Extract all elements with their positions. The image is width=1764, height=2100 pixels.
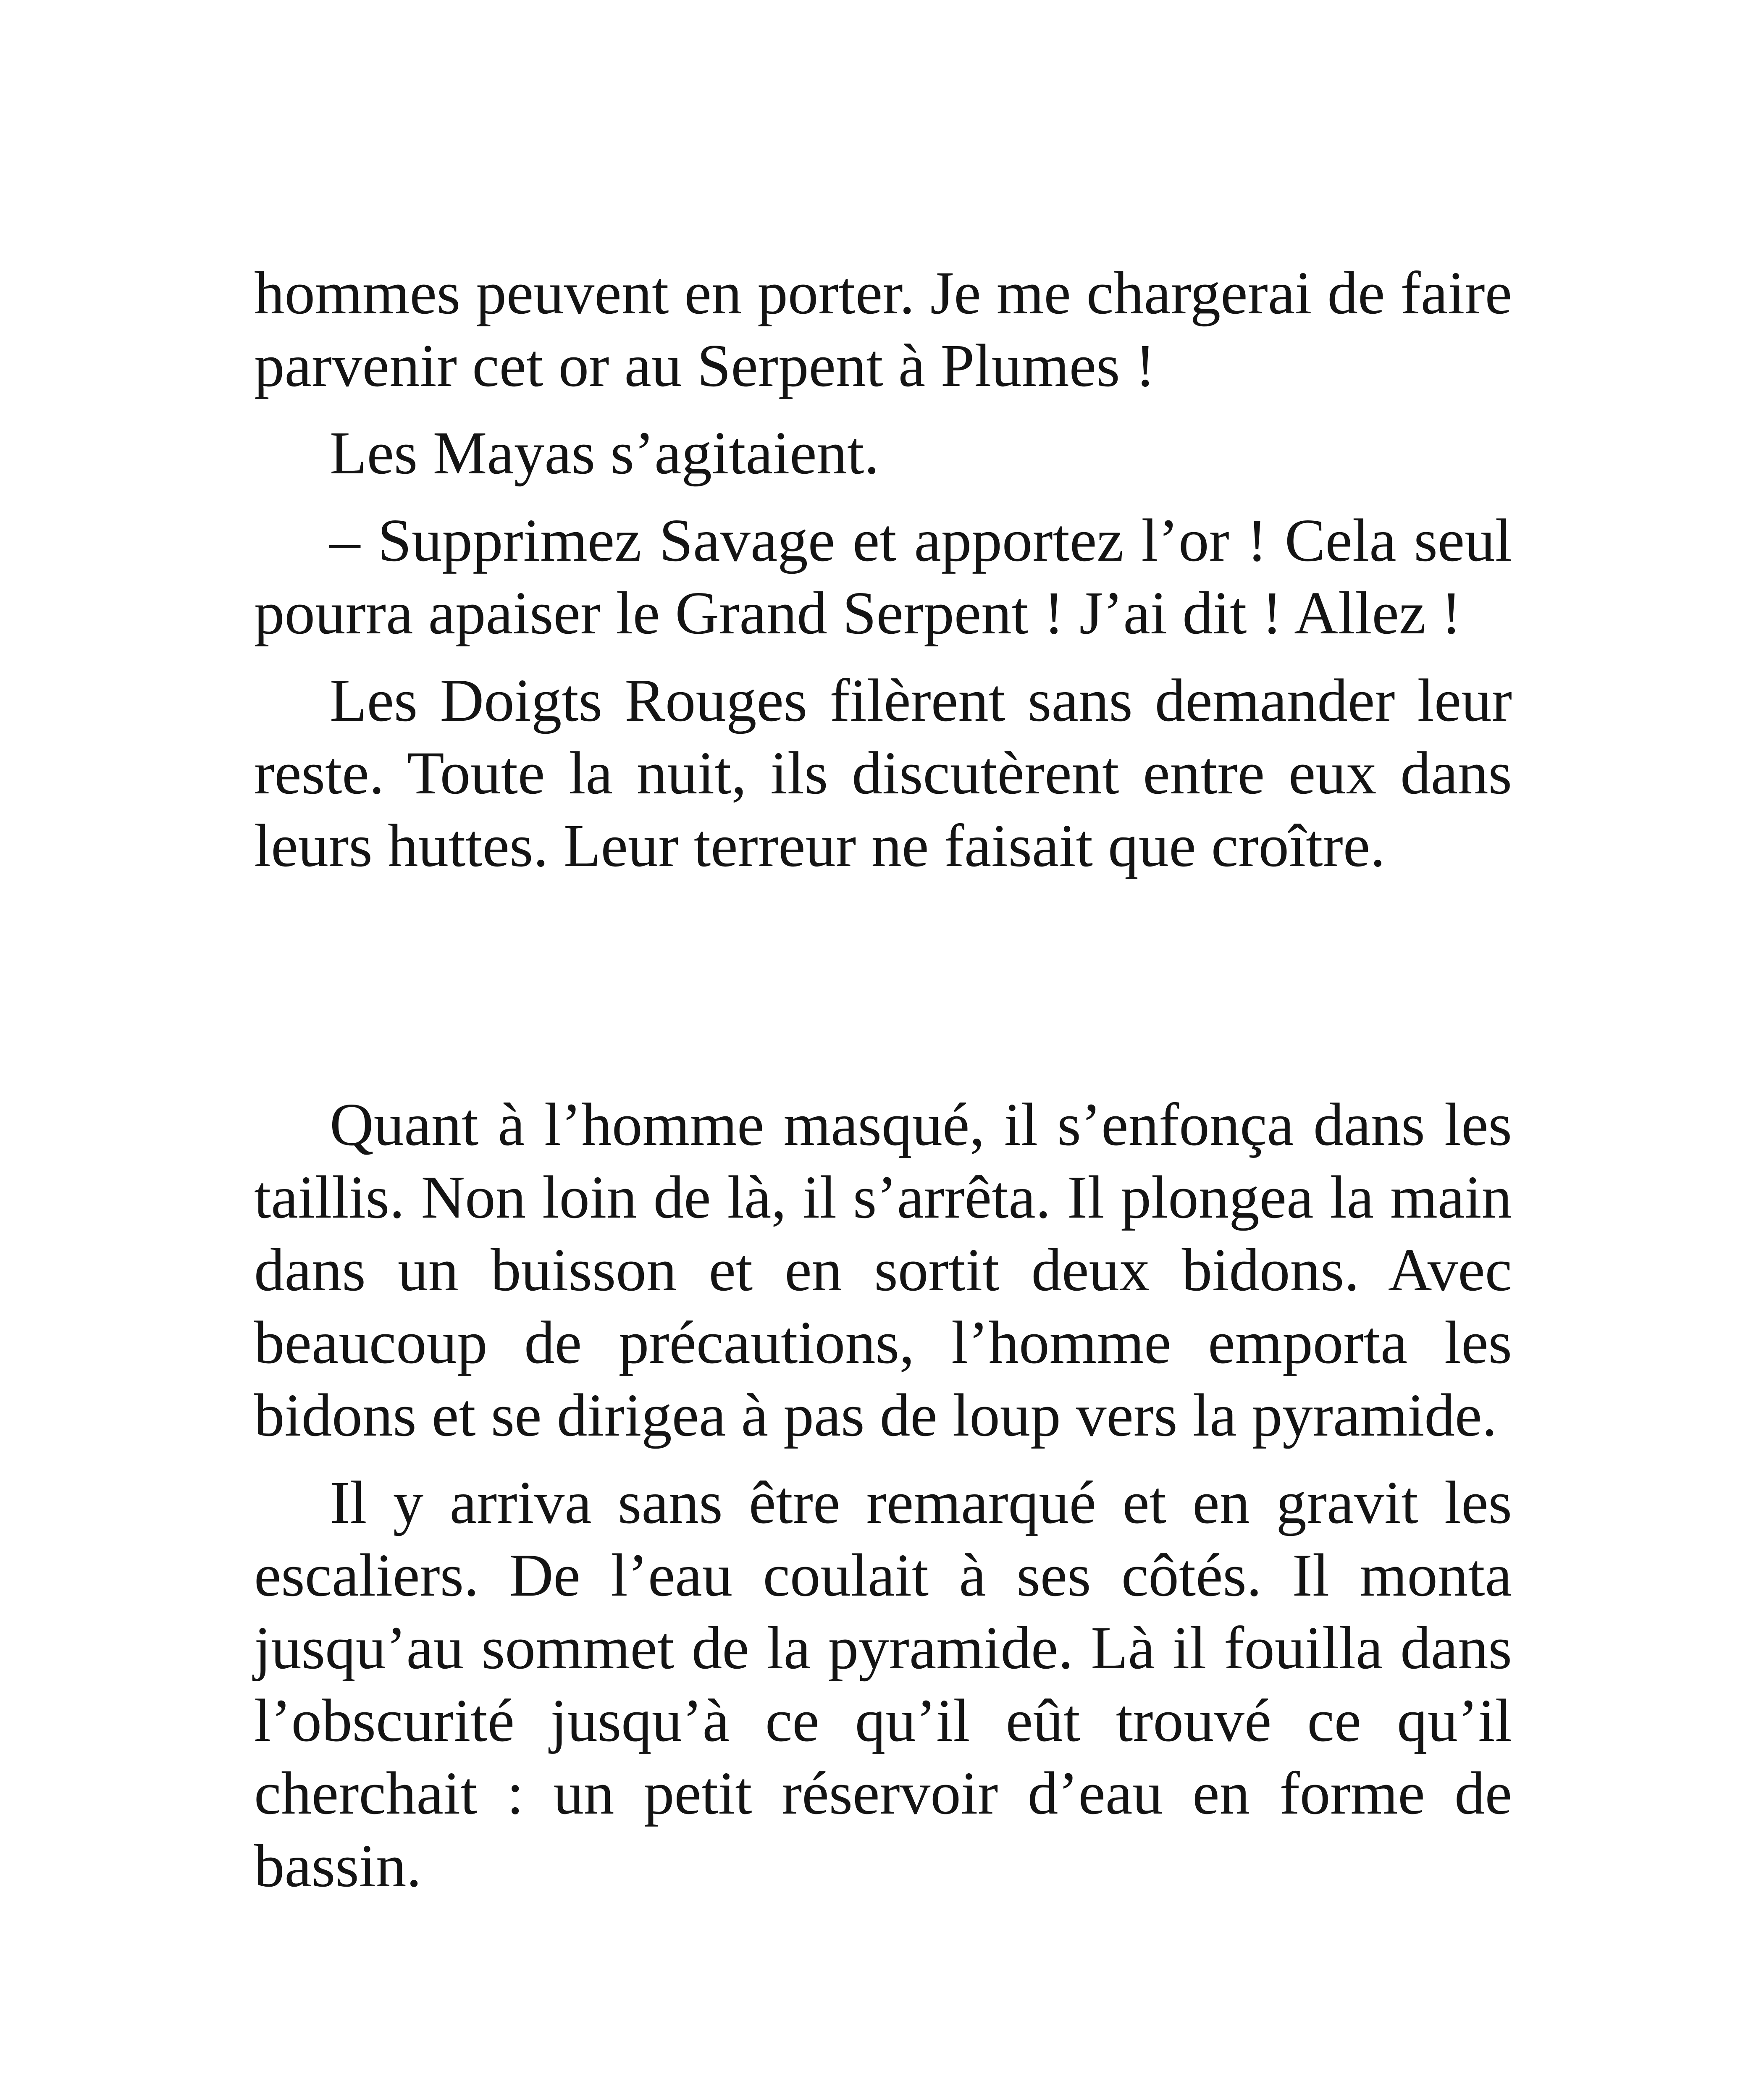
paragraph: Quant à l’homme masqué, il s’enfonça dans les taillis. Non loin de là, il s’arrêta. Il plongea la main dans un buisson et en sortit deux bidons. Avec beaucoup de précautions, l’homme emporta les bidons et se dirigea à pas de loup vers la pyramide.: [254, 1091, 1512, 1449]
text-section-2: [254, 1089, 1512, 1903]
text-section-1: [254, 257, 1512, 882]
paragraph: Les Mayas s’agitaient.: [330, 420, 879, 487]
paragraph: Les Doigts Rouges filèrent sans demander leur reste. Toute la nuit, ils discutèrent entre eux dans leurs huttes. Leur terreur ne faisait que croître.: [254, 667, 1512, 879]
paragraph: Il y arriva sans être remarqué et en gravit les escaliers. De l’eau coulait à ses côtés. Il monta jusqu’au sommet de la pyramide. Là il fouilla dans l’obscurité jusqu’à ce qu’il eût trouvé ce qu’il cherchait : un petit réservoir d’eau en forme de bassin.: [254, 1469, 1512, 1900]
paragraph: hommes peuvent en porter. Je me chargerai de faire parvenir cet or au Serpent à Plumes !: [254, 260, 1512, 399]
paragraph: – Supprimez Savage et apportez l’or ! Cela seul pourra apaiser le Grand Serpent ! J’ai dit ! Allez !: [254, 507, 1512, 647]
